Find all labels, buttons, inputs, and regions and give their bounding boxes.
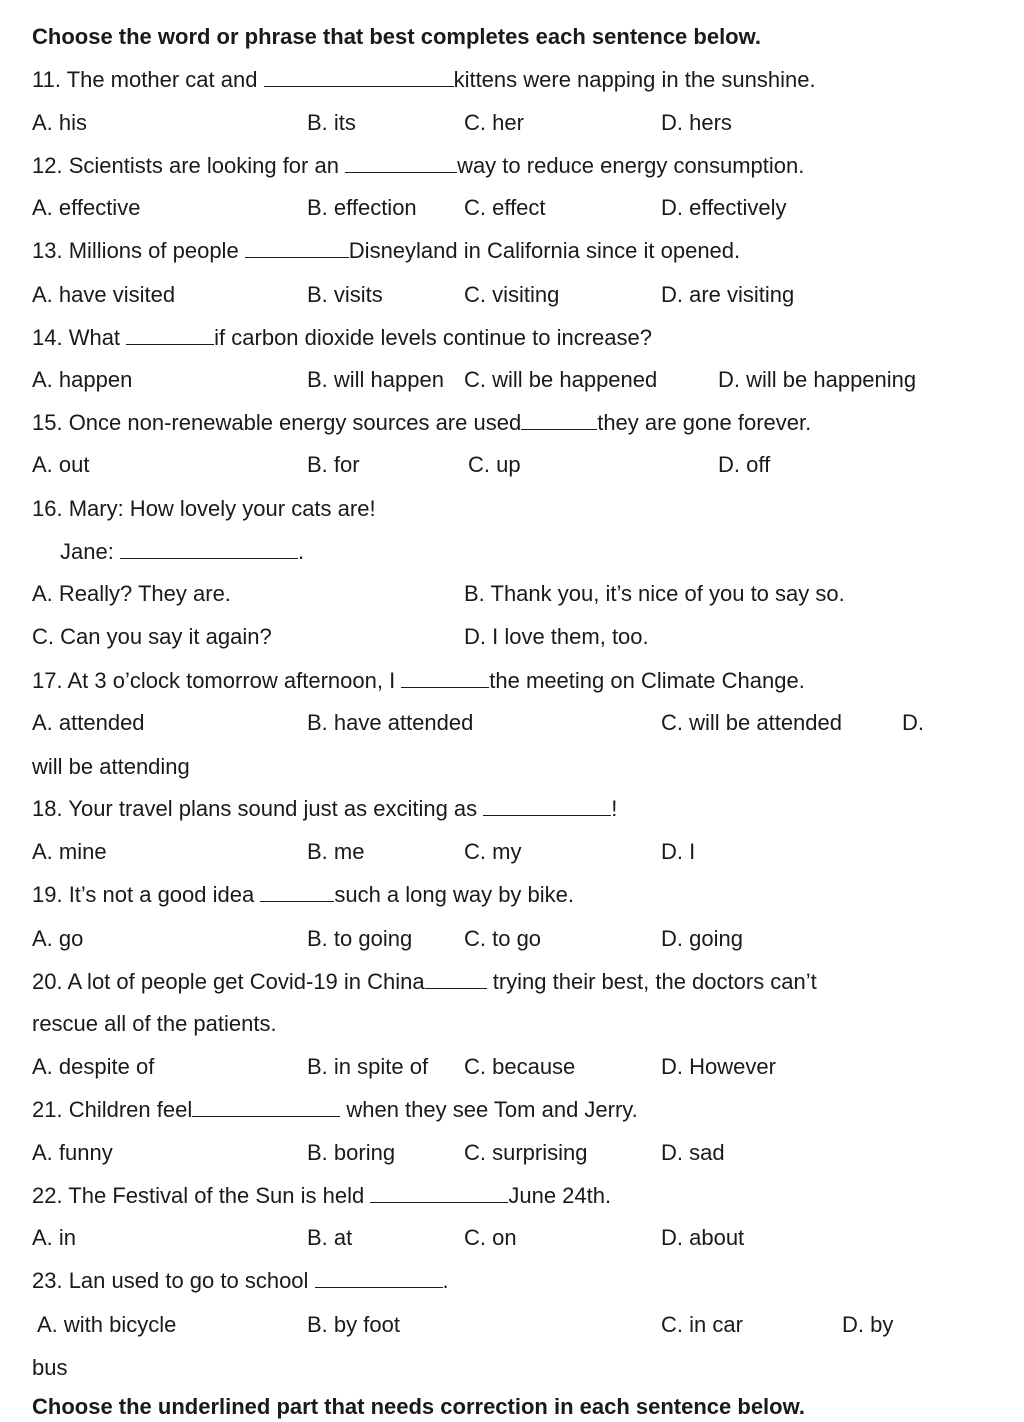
options-14 [0,365,1024,395]
question-suffix: . [297,539,305,564]
option-a: A. funny [32,1140,113,1165]
option-d: D. by [842,1312,894,1337]
question-prefix: 12. Scientists are looking for an [32,153,346,178]
option-c: C. will be attended [661,710,842,735]
question-prefix: 14. What [32,325,127,350]
option-a: A. attended [32,710,145,735]
answer-blank [483,795,611,816]
option-a: A. in [32,1225,77,1250]
options-23 [0,1310,1024,1340]
option-b: B. Thank you, it’s nice of you to say so. [464,581,845,606]
option-d: D. However [661,1054,776,1079]
question-13 [0,236,1024,266]
option-a: A. effective [32,195,141,220]
options-12 [0,193,1024,223]
option-c: C. in car [661,1312,743,1337]
question-text [32,967,817,997]
options-20 [0,1052,1024,1082]
answer-blank [425,968,487,989]
question-14 [0,323,1024,353]
question-text [32,666,805,696]
option-d: D. I [661,839,696,864]
option-b: B. visits [307,282,383,307]
option-b: B. boring [307,1140,396,1165]
option-d: D. about [661,1225,745,1250]
question-prefix: 18. Your travel plans sound just as exciting as [32,796,484,821]
answer-blank [315,1267,443,1288]
question-text [32,151,804,181]
options-16-row1 [0,579,1024,609]
option-b: B. me [307,839,365,864]
question-prefix: 11. The mother cat and [32,67,264,92]
question-suffix: when they see Tom and Jerry. [340,1097,638,1122]
question-suffix: they are gone forever. [597,410,812,435]
question-suffix: June 24th. [508,1183,612,1208]
question-suffix: . [442,1268,449,1293]
answer-blank [345,152,457,173]
option-d: D. [902,710,924,735]
question-suffix: trying their best, the doctors can’t [486,969,817,994]
option-d-continued: will be attending [32,754,190,779]
option-d: D. going [661,926,743,951]
question-text [32,236,740,266]
option-d: D. I love them, too. [464,624,649,649]
answer-blank [370,1182,508,1203]
option-b: B. in spite of [307,1054,429,1079]
options-17 [0,708,1024,738]
question-text [32,1266,449,1296]
question-prefix: 17. At 3 o’clock tomorrow afternoon, I [32,668,402,693]
question-12 [0,151,1024,181]
question-text [32,65,816,95]
option-c: C. will be happened [464,367,658,392]
option-b: B. effection [307,195,417,220]
option-a: A. his [32,110,88,135]
question-18 [0,794,1024,824]
question-22 [0,1181,1024,1211]
option-c: C. up [468,452,521,477]
question-suffix: kittens were napping in the sunshine. [453,67,816,92]
options-16-row2 [0,622,1024,652]
question-suffix: ! [611,796,618,821]
option-c: C. surprising [464,1140,588,1165]
option-b: B. to going [307,926,413,951]
next-section-heading-cutoff: Choose the underlined part that needs correction in each sentence below. [32,1394,806,1419]
speaker-label: Jane: [60,539,120,564]
options-11 [0,108,1024,138]
question-text [32,408,811,438]
option-a: A. with bicycle [37,1312,177,1337]
option-a: A. happen [32,367,133,392]
option-d: D. will be happening [718,367,917,392]
options-15 [0,450,1024,480]
question-text [32,880,574,910]
question-text [32,323,652,353]
question-11 [0,65,1024,95]
question-text [32,1095,638,1125]
option-d: D. effectively [661,195,787,220]
question-suffix: such a long way by bike. [334,882,575,907]
question-20 [0,967,1024,997]
option-c: C. effect [464,195,546,220]
option-c: C. her [464,110,524,135]
question-text [32,794,617,824]
question-text: 16. Mary: How lovely your cats are! [32,496,376,521]
question-prefix: 20. A lot of people get Covid-19 in China [32,969,425,994]
question-suffix: way to reduce energy consumption. [457,153,805,178]
instruction-heading: Choose the word or phrase that best completes each sentence below. [32,24,762,49]
answer-blank [126,324,214,345]
option-c: C. my [464,839,522,864]
question-21 [0,1095,1024,1125]
option-c: C. to go [464,926,542,951]
option-c: C. Can you say it again? [32,624,272,649]
answer-blank [260,881,334,902]
instruction-heading-line [0,22,1024,52]
question-suffix: the meeting on Climate Change. [489,668,805,693]
option-d-continued: bus [32,1355,68,1380]
option-b: B. by foot [307,1312,400,1337]
options-18 [0,837,1024,867]
option-b: B. its [307,110,356,135]
option-a: A. Really? They are. [32,581,231,606]
question-prefix: 23. Lan used to go to school [32,1268,315,1293]
question-prefix: 19. It’s not a good idea [32,882,261,907]
question-20-wrap [0,1009,1024,1039]
option-d: D. off [718,452,771,477]
question-prefix: 15. Once non-renewable energy sources are used [32,410,522,435]
options-17-wrap [0,752,1024,782]
option-a: A. despite of [32,1054,155,1079]
option-c: C. because [464,1054,576,1079]
option-b: B. have attended [307,710,474,735]
options-23-wrap [0,1353,1024,1383]
options-13 [0,280,1024,310]
question-prefix: 13. Millions of people [32,238,245,263]
option-c: C. on [464,1225,517,1250]
option-d: D. hers [661,110,732,135]
question-suffix: Disneyland in California since it opened. [348,238,741,263]
question-suffix: if carbon dioxide levels continue to increase? [214,325,652,350]
option-b: B. will happen [307,367,444,392]
option-d: D. are visiting [661,282,795,307]
option-a: A. out [32,452,90,477]
question-text [32,1181,611,1211]
answer-blank [245,237,349,258]
question-17 [0,666,1024,696]
answer-blank [401,667,489,688]
answer-blank [192,1096,340,1117]
option-a: A. mine [32,839,107,864]
question-19 [0,880,1024,910]
option-a: A. have visited [32,282,176,307]
question-prefix: 22. The Festival of the Sun is held [32,1183,371,1208]
option-d: D. sad [661,1140,725,1165]
options-21 [0,1138,1024,1168]
question-23 [0,1266,1024,1296]
option-c: C. visiting [464,282,560,307]
option-b: B. for [307,452,360,477]
answer-blank [264,66,454,87]
option-b: B. at [307,1225,353,1250]
question-prefix: 21. Children feel [32,1097,193,1122]
question-15 [0,408,1024,438]
options-19 [0,924,1024,954]
question-16 [0,494,1024,524]
answer-blank [120,538,298,559]
question-16-jane [0,537,1024,567]
question-text-continued: rescue all of the patients. [32,1011,277,1036]
answer-blank [521,409,597,430]
option-a: A. go [32,926,84,951]
options-22 [0,1223,1024,1253]
jane-response [60,537,304,567]
